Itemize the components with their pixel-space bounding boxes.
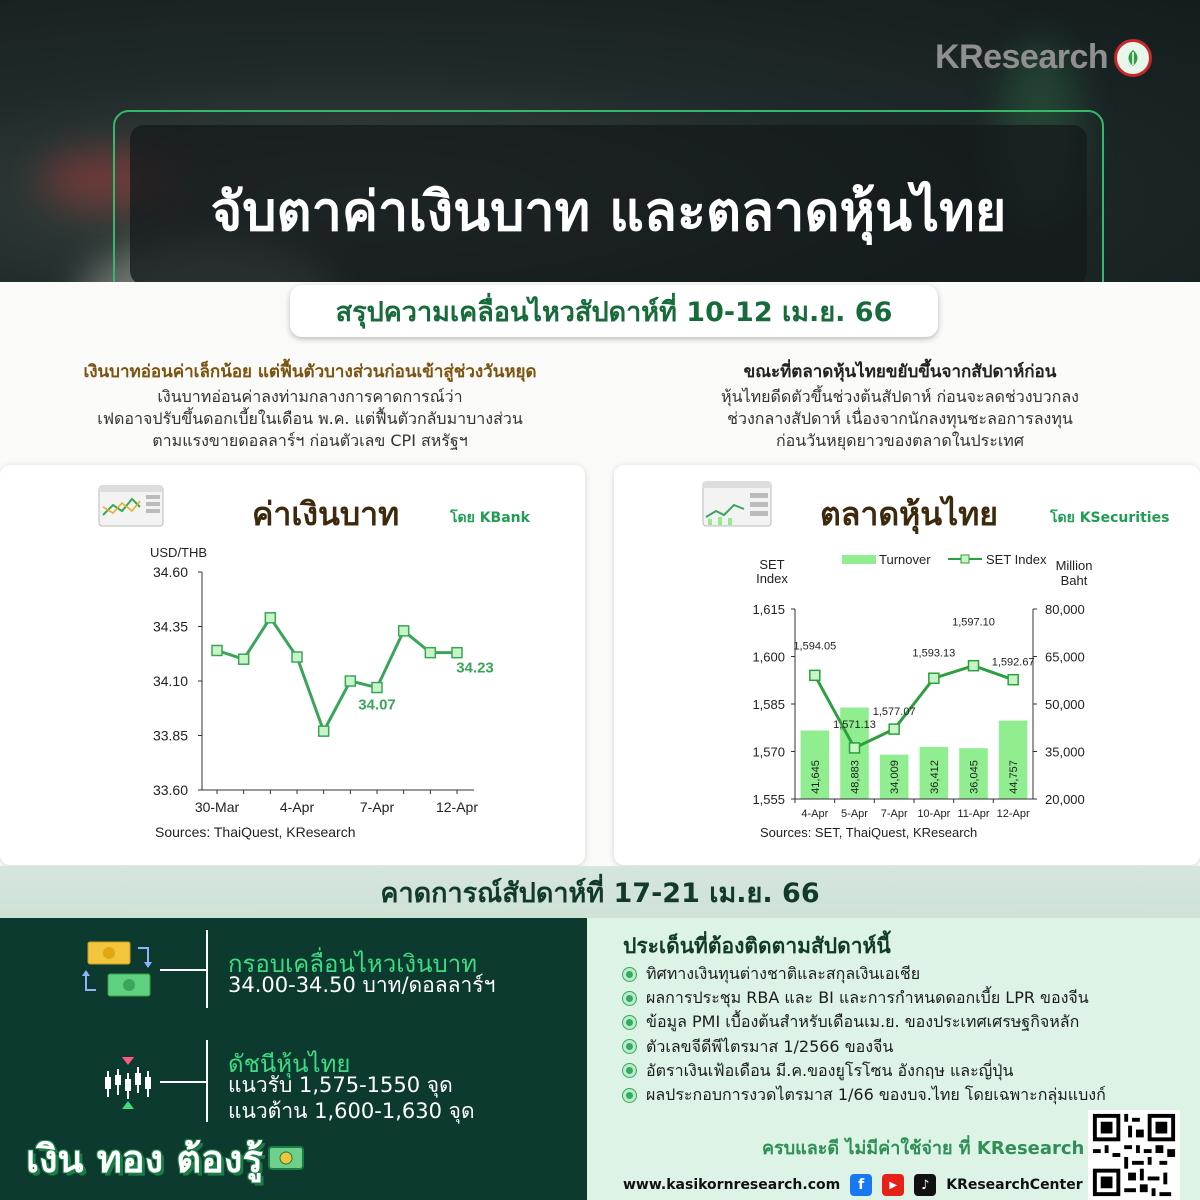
list-item-text: ผลการประชุม RBA และ BI และการกำหนดดอกเบี้ย LPR ของจีน [646, 988, 1089, 1008]
x-tick-label: 7-Apr [880, 808, 908, 820]
list-item [623, 1035, 1106, 1059]
set-support-value: แนวรับ 1,575-1550 จุด [228, 1073, 453, 1097]
bullet-icon [623, 1040, 636, 1053]
youtube-icon[interactable]: ▶ [882, 1174, 904, 1196]
data-label: 34.23 [456, 659, 494, 677]
right-tick-label: 65,000 [1045, 649, 1085, 665]
set-card-source: โดย KSecurities [1050, 510, 1170, 526]
data-point [452, 648, 462, 658]
set-data-label: 1,597.10 [952, 616, 995, 629]
x-tick-label: 4-Apr [279, 799, 315, 815]
baht-summary-heading: เงินบาทอ่อนค่าเล็กน้อย แต่ฟื้นตัวบางส่วนก่อนเข้าสู่ช่วงวันหยุด [83, 362, 537, 382]
bullet-icon [623, 992, 636, 1005]
turnover-label: 44,757 [1008, 760, 1021, 794]
y-tick-label: 33.60 [152, 782, 188, 798]
baht-summary-text [40, 386, 580, 452]
right-tick-label: 20,000 [1045, 792, 1085, 807]
legend-turnover-label: Turnover [879, 552, 931, 567]
list-item-text: ข้อมูล PMI เบื้องต้นสำหรับเดือนเม.ย. ของประเทศเศรษฐกิจหลัก [646, 1012, 1080, 1032]
forecast-heading: คาดการณ์สัปดาห์ที่ 17-21 เม.ย. 66 [0, 866, 1200, 918]
list-item [623, 962, 1106, 986]
list-item [623, 986, 1106, 1010]
left-axis-title: Index [756, 571, 788, 586]
right-tick-label: 80,000 [1045, 602, 1085, 617]
baht-summary-line: เงินบาทอ่อนค่าลงท่ามกลางการคาดการณ์ว่า [157, 387, 463, 406]
set-summary-line: ก่อนวันหยุดยาวของตลาดในประเทศ [775, 431, 1024, 450]
data-point [292, 652, 302, 662]
set-data-point [929, 673, 939, 683]
free-access-text: ครบและดี ไม่มีค่าใช้จ่าย ที่ KResearch [762, 1138, 1085, 1159]
list-item-text: อัตราเงินเฟ้อเดือน มี.ค.ของยูโรโซน อังกฤษ และญี่ปุ่น [646, 1060, 1014, 1080]
legend-set-label: SET Index [986, 552, 1047, 567]
set-resistance-value: แนวต้าน 1,600-1,630 จุด [228, 1099, 475, 1123]
baht-card-title: ค่าเงินบาท [252, 495, 400, 533]
summary-subtitle: สรุปความเคลื่อนไหวสัปดาห์ที่ 10-12 เม.ย. 66 [290, 285, 938, 337]
set-summary-heading: ขณะที่ตลาดหุ้นไทยขยับขึ้นจากสัปดาห์ก่อน [743, 362, 1057, 382]
list-item [623, 1059, 1106, 1083]
set-chart-card [614, 465, 1200, 865]
set-combo-chart [614, 545, 1200, 861]
data-point [239, 654, 249, 664]
social-handle[interactable]: KResearchCenter [946, 1177, 1083, 1193]
set-range-label: ดัชนีหุ้นไทย [228, 1050, 351, 1078]
facebook-icon[interactable]: f [850, 1174, 872, 1196]
data-point [425, 648, 435, 658]
left-axis-title: SET [759, 557, 785, 572]
set-data-label: 1,571.13 [833, 718, 876, 731]
baht-summary-line: ตามแรงขายดอลลาร์ฯ ก่อนตัวเลข CPI สหรัฐฯ [152, 431, 468, 450]
x-tick-label: 7-Apr [359, 799, 395, 815]
list-item-text: ทิศทางเงินทุนต่างชาติและสกุลเงินเอเชีย [646, 964, 921, 983]
qr-code-icon[interactable] [1088, 1110, 1180, 1200]
bullet-icon [623, 1089, 636, 1102]
x-tick-label: 11-Apr [957, 808, 990, 820]
y-tick-label: 34.35 [152, 618, 188, 635]
data-point [399, 626, 409, 636]
left-tick-label: 1,585 [752, 697, 785, 712]
turnover-label: 41,645 [809, 760, 822, 794]
baht-card-source: โดย KBank [450, 510, 530, 526]
set-summary-line: หุ้นไทยดีดตัวขึ้นช่วงต้นสัปดาห์ ก่อนจะลดช่วงบวกลง [721, 387, 1079, 406]
legend-set-marker [961, 555, 969, 563]
x-tick-label: 12-Apr [996, 808, 1030, 820]
set-data-label: 1,593.13 [912, 647, 956, 660]
baht-range-label: กรอบเคลื่อนไหวเงินบาท [228, 950, 478, 978]
set-data-point [850, 743, 860, 753]
left-tick-label: 1,570 [752, 744, 785, 760]
data-label: 34.07 [358, 696, 396, 714]
kbank-leaf-icon [1114, 39, 1152, 77]
legend-turnover-swatch [842, 555, 876, 564]
left-tick-label: 1,600 [752, 649, 785, 665]
watchlist [623, 962, 1106, 1107]
baht-summary-line: เฟดอาจปรับขึ้นดอกเบี้ยในเดือน พ.ค. แต่ฟื้นตัวกลับมาบางส่วน [97, 409, 523, 428]
turnover-label: 48,883 [849, 760, 862, 794]
tiktok-icon[interactable]: ♪ [914, 1174, 936, 1196]
bullet-icon [623, 968, 636, 981]
connector-line [206, 930, 208, 1008]
website-link[interactable]: www.kasikornresearch.com [623, 1177, 841, 1193]
y-tick-label: 33.85 [152, 727, 188, 744]
y-tick-label: 34.10 [152, 673, 188, 689]
set-data-label: 1,592.67 [991, 656, 1035, 669]
left-tick-label: 1,555 [752, 792, 785, 807]
set-data-point [889, 724, 899, 734]
y-axis-label: USD/THB [150, 545, 208, 560]
list-item [623, 1083, 1106, 1107]
data-point [372, 683, 382, 693]
x-tick-label: 10-Apr [917, 808, 951, 820]
chart-source: Sources: ThaiQuest, KResearch [155, 824, 356, 840]
connector-line [160, 969, 208, 971]
x-tick-label: 12-Apr [435, 799, 479, 815]
chart-window-icon [98, 485, 164, 527]
x-tick-label: 5-Apr [841, 808, 868, 820]
right-tick-label: 35,000 [1045, 744, 1085, 760]
y-tick-label: 34.60 [152, 564, 188, 580]
baht-chart-card [0, 465, 585, 865]
connector-line [206, 1040, 208, 1122]
turnover-label: 36,412 [928, 760, 941, 794]
right-axis-title: Baht [1060, 573, 1088, 588]
x-tick-label: 30-Mar [194, 799, 240, 815]
chart-window-icon [702, 481, 772, 527]
set-summary-text [620, 386, 1180, 452]
set-summary-line: ช่วงกลางสัปดาห์ เนื่องจากนักลงทุนชะลอการลงทุน [727, 409, 1073, 428]
stock-candle-icon [100, 1055, 156, 1111]
bullet-icon [623, 1016, 636, 1029]
set-data-point [810, 670, 820, 680]
set-data-point [1008, 675, 1018, 685]
watchlist-title: ประเด็นที่ต้องติดตามสัปดาห์นี้ [623, 934, 891, 958]
set-data-point [969, 661, 979, 671]
right-axis-title: Million [1055, 558, 1093, 573]
bullet-icon [623, 1064, 636, 1077]
data-point [212, 645, 222, 655]
data-point [265, 613, 275, 623]
footer-bar [587, 1170, 1087, 1200]
baht-line-chart [0, 535, 585, 860]
x-tick-label: 4-Apr [801, 808, 829, 820]
turnover-label: 36,045 [968, 760, 981, 794]
usd-thb-line [217, 618, 457, 731]
baht-range-value: 34.00-34.50 บาท/ดอลลาร์ฯ [228, 973, 496, 997]
data-point [319, 726, 329, 736]
chart-source: Sources: SET, ThaiQuest, KResearch [760, 825, 978, 840]
money-bill-icon [268, 1146, 304, 1170]
turnover-label: 34,009 [889, 760, 902, 794]
list-item-text: ผลประกอบการงวดไตรมาส 1/66 ของบจ.ไทย โดยเฉพาะกลุ่มแบงก์ [646, 1085, 1106, 1105]
left-tick-label: 1,615 [752, 602, 785, 617]
series-brand-text: เงิน ทอง ต้องรู้ [26, 1137, 263, 1181]
list-item-text: ตัวเลขจีดีพีไตรมาส 1/2566 ของจีน [646, 1036, 894, 1056]
right-tick-label: 50,000 [1045, 697, 1085, 712]
data-point [345, 676, 355, 686]
kresearch-logo [935, 38, 1152, 77]
brand-name: KResearch [935, 38, 1109, 76]
set-data-label: 1,594.05 [793, 640, 837, 653]
list-item [623, 1010, 1106, 1034]
connector-line [160, 1081, 208, 1083]
set-card-title: ตลาดหุ้นไทย [820, 495, 999, 533]
page-title: จับตาค่าเงินบาท และตลาดหุ้นไทย [210, 180, 1007, 243]
set-data-label: 1,577.07 [872, 706, 916, 719]
currency-exchange-icon [82, 938, 154, 1000]
